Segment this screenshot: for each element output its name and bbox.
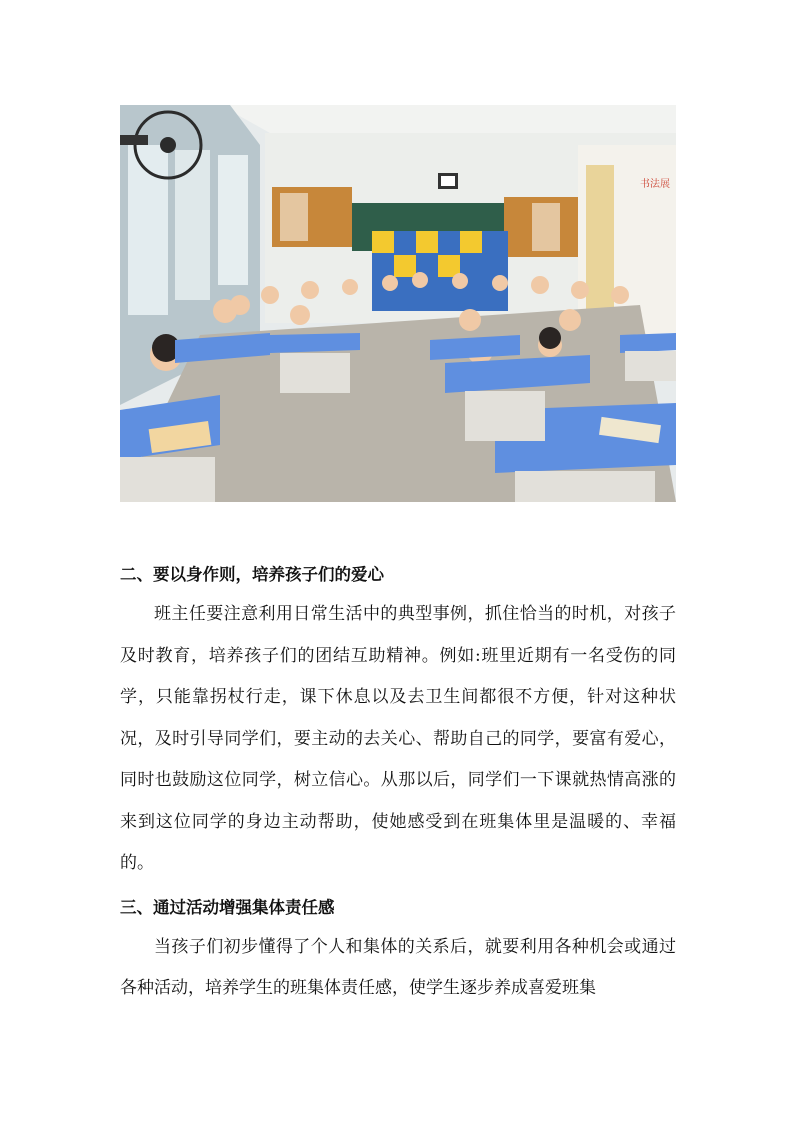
section-paragraph-love: 班主任要注意利用日常生活中的典型事例，抓住恰当的时机，对孩子及时教育，培养孩子们的团结互助精神。例如:班里近期有一名受伤的同学，只能靠拐杖行走，课下休息以及去卫生间都很不方便，针对这种状况，及时引导同学们，要主动的去关心、帮助自己的同学，要富有爱心，同时也鼓励这位同学，树立信心。从那以后，同学们一下课就热情高涨的来到这位同学的身边主动帮助，使她感受到在班集体里是温暖的、幸福的。 (120, 604, 676, 873)
section-heading-love: 二、要以身作则，培养孩子们的爱心 (120, 565, 384, 584)
section-heading-responsibility: 三、通过活动增强集体责任感 (120, 897, 335, 917)
article-body (120, 556, 676, 1014)
classroom-photo (120, 105, 676, 502)
poster-text: 书法展 (640, 179, 670, 190)
classroom-illustration (120, 105, 676, 502)
section-paragraph-responsibility: 当孩子们初步懂得了个人和集体的关系后，就要利用各种机会或通过各种活动，培养学生的班集体责任感，使学生逐步养成喜爱班集 (120, 936, 676, 998)
